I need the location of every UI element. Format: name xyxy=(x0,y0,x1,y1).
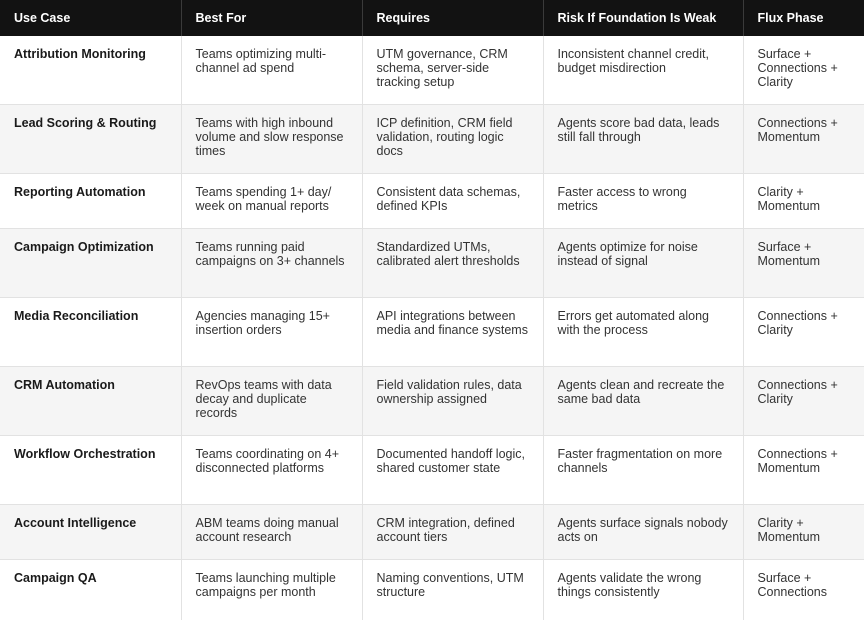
cell-best-for: Teams optimizing multi-channel ad spend xyxy=(181,36,362,105)
cell-flux-phase: Connections + Momentum xyxy=(743,436,864,505)
cell-requires: Documented handoff logic, shared customer state xyxy=(362,436,543,505)
cell-flux-phase: Surface + Connections xyxy=(743,560,864,620)
table-row xyxy=(0,560,864,620)
cell-risk: Inconsistent channel credit, budget misdirection xyxy=(543,36,743,105)
cell-requires: Standardized UTMs, calibrated alert thresholds xyxy=(362,229,543,298)
cell-best-for: Teams with high inbound volume and slow response times xyxy=(181,105,362,174)
table-row xyxy=(0,174,864,229)
table-row xyxy=(0,505,864,560)
cell-flux-phase: Surface + Connections + Clarity xyxy=(743,36,864,105)
cell-flux-phase: Surface + Momentum xyxy=(743,229,864,298)
cell-flux-phase: Clarity + Momentum xyxy=(743,505,864,560)
cell-use-case: Lead Scoring & Routing xyxy=(0,105,181,174)
cell-risk: Errors get automated along with the process xyxy=(543,298,743,367)
cell-use-case: Attribution Monitoring xyxy=(0,36,181,105)
cell-use-case: Workflow Orchestration xyxy=(0,436,181,505)
cell-best-for: Agencies managing 15+ insertion orders xyxy=(181,298,362,367)
cell-requires: Consistent data schemas, defined KPIs xyxy=(362,174,543,229)
table-row xyxy=(0,436,864,505)
cell-requires: ICP definition, CRM field validation, routing logic docs xyxy=(362,105,543,174)
cell-best-for: Teams spending 1+ day/ week on manual reports xyxy=(181,174,362,229)
cell-risk: Agents optimize for noise instead of signal xyxy=(543,229,743,298)
table-row xyxy=(0,105,864,174)
cell-requires: Field validation rules, data ownership assigned xyxy=(362,367,543,436)
cell-risk: Faster fragmentation on more channels xyxy=(543,436,743,505)
cell-use-case: Account Intelligence xyxy=(0,505,181,560)
table-header xyxy=(0,0,864,36)
cell-risk: Agents validate the wrong things consistently xyxy=(543,560,743,620)
cell-risk: Agents clean and recreate the same bad data xyxy=(543,367,743,436)
cell-use-case: Media Reconciliation xyxy=(0,298,181,367)
cell-flux-phase: Clarity + Momentum xyxy=(743,174,864,229)
header-row xyxy=(0,0,864,36)
cell-flux-phase: Connections + Clarity xyxy=(743,298,864,367)
cell-flux-phase: Connections + Clarity xyxy=(743,367,864,436)
cell-risk: Agents score bad data, leads still fall through xyxy=(543,105,743,174)
cell-requires: API integrations between media and finance systems xyxy=(362,298,543,367)
cell-use-case: CRM Automation xyxy=(0,367,181,436)
cell-best-for: Teams launching multiple campaigns per month xyxy=(181,560,362,620)
header-best-for: Best For xyxy=(181,0,362,36)
cell-use-case: Campaign Optimization xyxy=(0,229,181,298)
cell-best-for: Teams coordinating on 4+ disconnected platforms xyxy=(181,436,362,505)
cell-requires: CRM integration, defined account tiers xyxy=(362,505,543,560)
cell-risk: Agents surface signals nobody acts on xyxy=(543,505,743,560)
table-body xyxy=(0,36,864,620)
cell-requires: Naming conventions, UTM structure xyxy=(362,560,543,620)
header-flux-phase: Flux Phase xyxy=(743,0,864,36)
cell-use-case: Campaign QA xyxy=(0,560,181,620)
cell-use-case: Reporting Automation xyxy=(0,174,181,229)
header-risk: Risk If Foundation Is Weak xyxy=(543,0,743,36)
cell-best-for: ABM teams doing manual account research xyxy=(181,505,362,560)
header-requires: Requires xyxy=(362,0,543,36)
cell-requires: UTM governance, CRM schema, server-side tracking setup xyxy=(362,36,543,105)
cell-flux-phase: Connections + Momentum xyxy=(743,105,864,174)
header-use-case: Use Case xyxy=(0,0,181,36)
table-row xyxy=(0,36,864,105)
cell-best-for: Teams running paid campaigns on 3+ channels xyxy=(181,229,362,298)
table-row xyxy=(0,367,864,436)
table-row xyxy=(0,298,864,367)
cell-risk: Faster access to wrong metrics xyxy=(543,174,743,229)
cell-best-for: RevOps teams with data decay and duplicate records xyxy=(181,367,362,436)
table-row xyxy=(0,229,864,298)
